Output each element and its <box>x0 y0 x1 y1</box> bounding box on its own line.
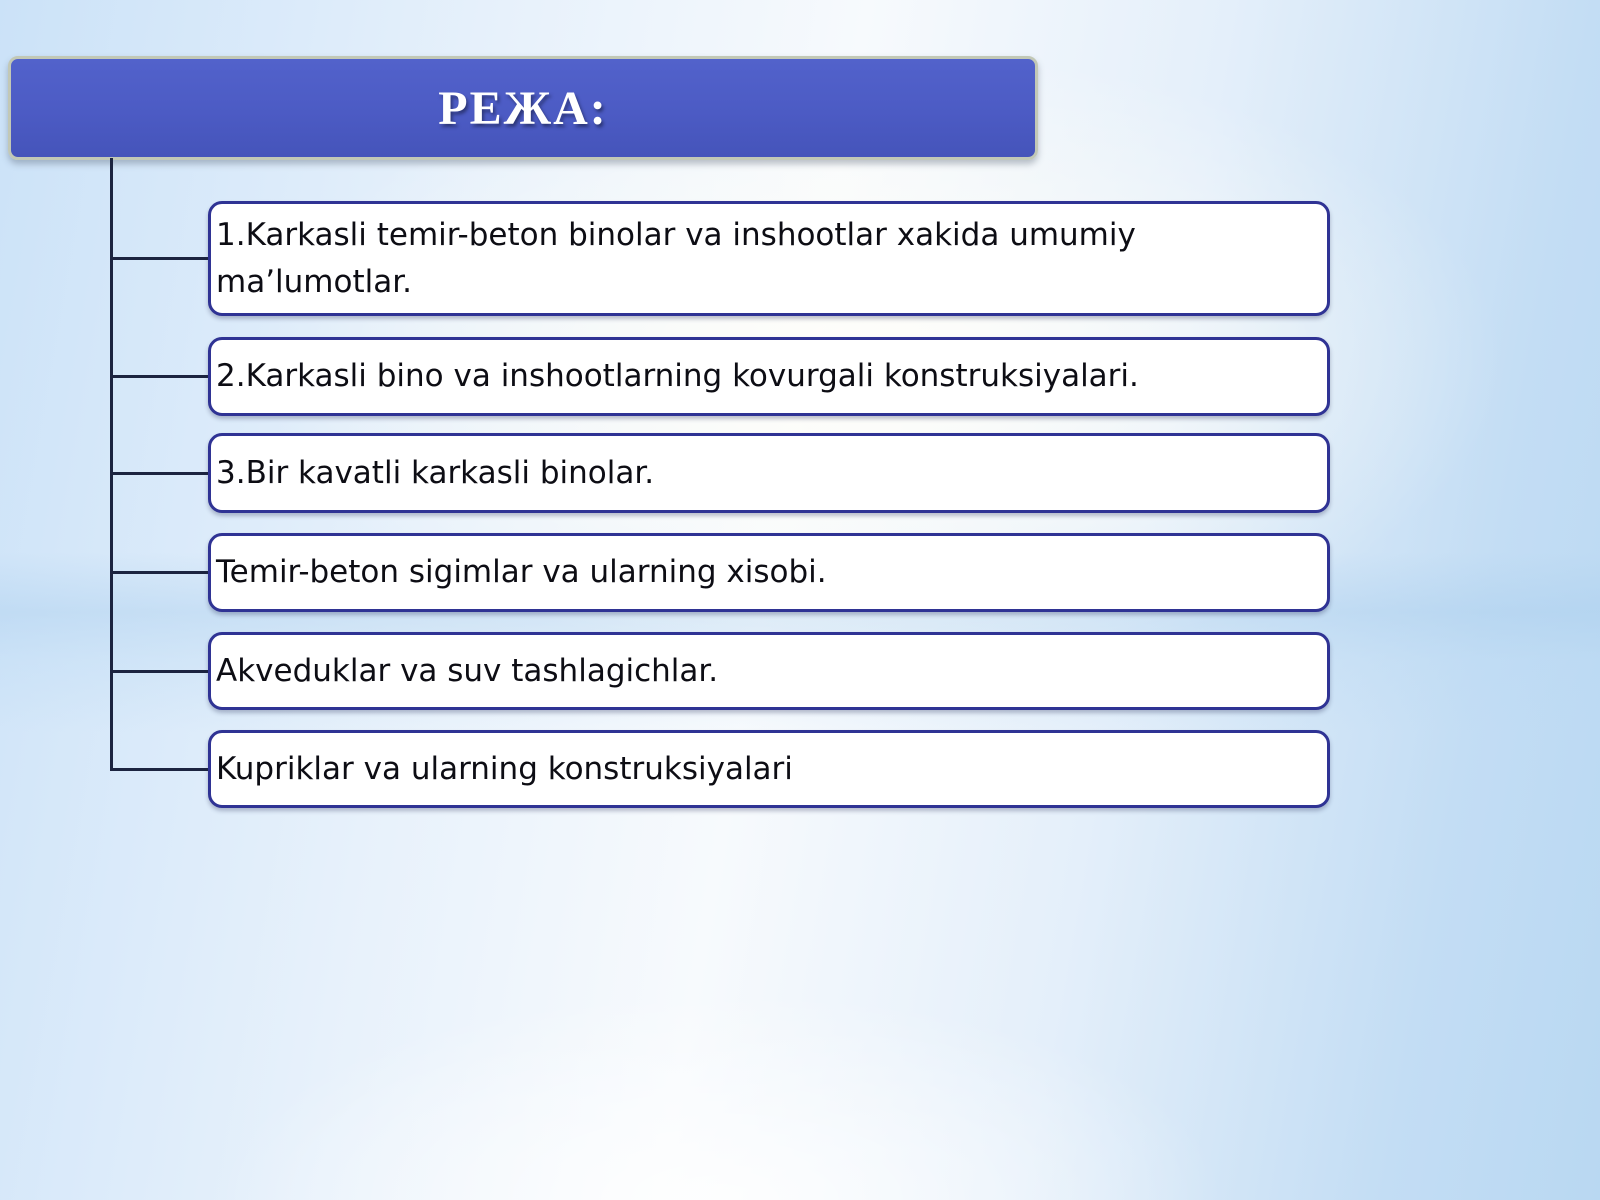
connector-branch <box>110 670 208 673</box>
plan-row <box>110 730 1330 808</box>
plan-item-box <box>208 632 1330 710</box>
plan-row <box>110 337 1330 416</box>
connector-branch <box>110 472 208 475</box>
plan-item-box <box>208 730 1330 808</box>
connector-branch <box>110 571 208 574</box>
plan-item-box <box>208 433 1330 513</box>
title-banner <box>8 56 1038 160</box>
plan-row <box>110 201 1330 316</box>
plan-item-label: Temir-beton sigimlar va ularning xisobi. <box>216 554 827 591</box>
plan-row <box>110 533 1330 612</box>
plan-item-box <box>208 533 1330 612</box>
plan-row <box>110 632 1330 710</box>
plan-item-label: 3.Bir kavatli karkasli binolar. <box>216 454 655 491</box>
connector-branch <box>110 375 208 378</box>
plan-item-label: 1.Karkasli temir-beton binolar va inshootlar xakida umumiy ma’lumotlar. <box>216 217 1136 300</box>
plan-item-box <box>208 337 1330 416</box>
plan-item-label: Kupriklar va ularning konstruksiyalari <box>216 750 793 787</box>
slide-title: РЕЖА: <box>438 81 608 135</box>
plan-item-box <box>208 201 1330 316</box>
plan-row <box>110 433 1330 513</box>
plan-item-label: Akveduklar va suv tashlagichlar. <box>216 652 719 689</box>
plan-item-label: 2.Karkasli bino va inshootlarning kovurgali konstruksiyalari. <box>216 358 1139 395</box>
connector-branch <box>110 768 208 771</box>
connector-branch <box>110 257 208 260</box>
